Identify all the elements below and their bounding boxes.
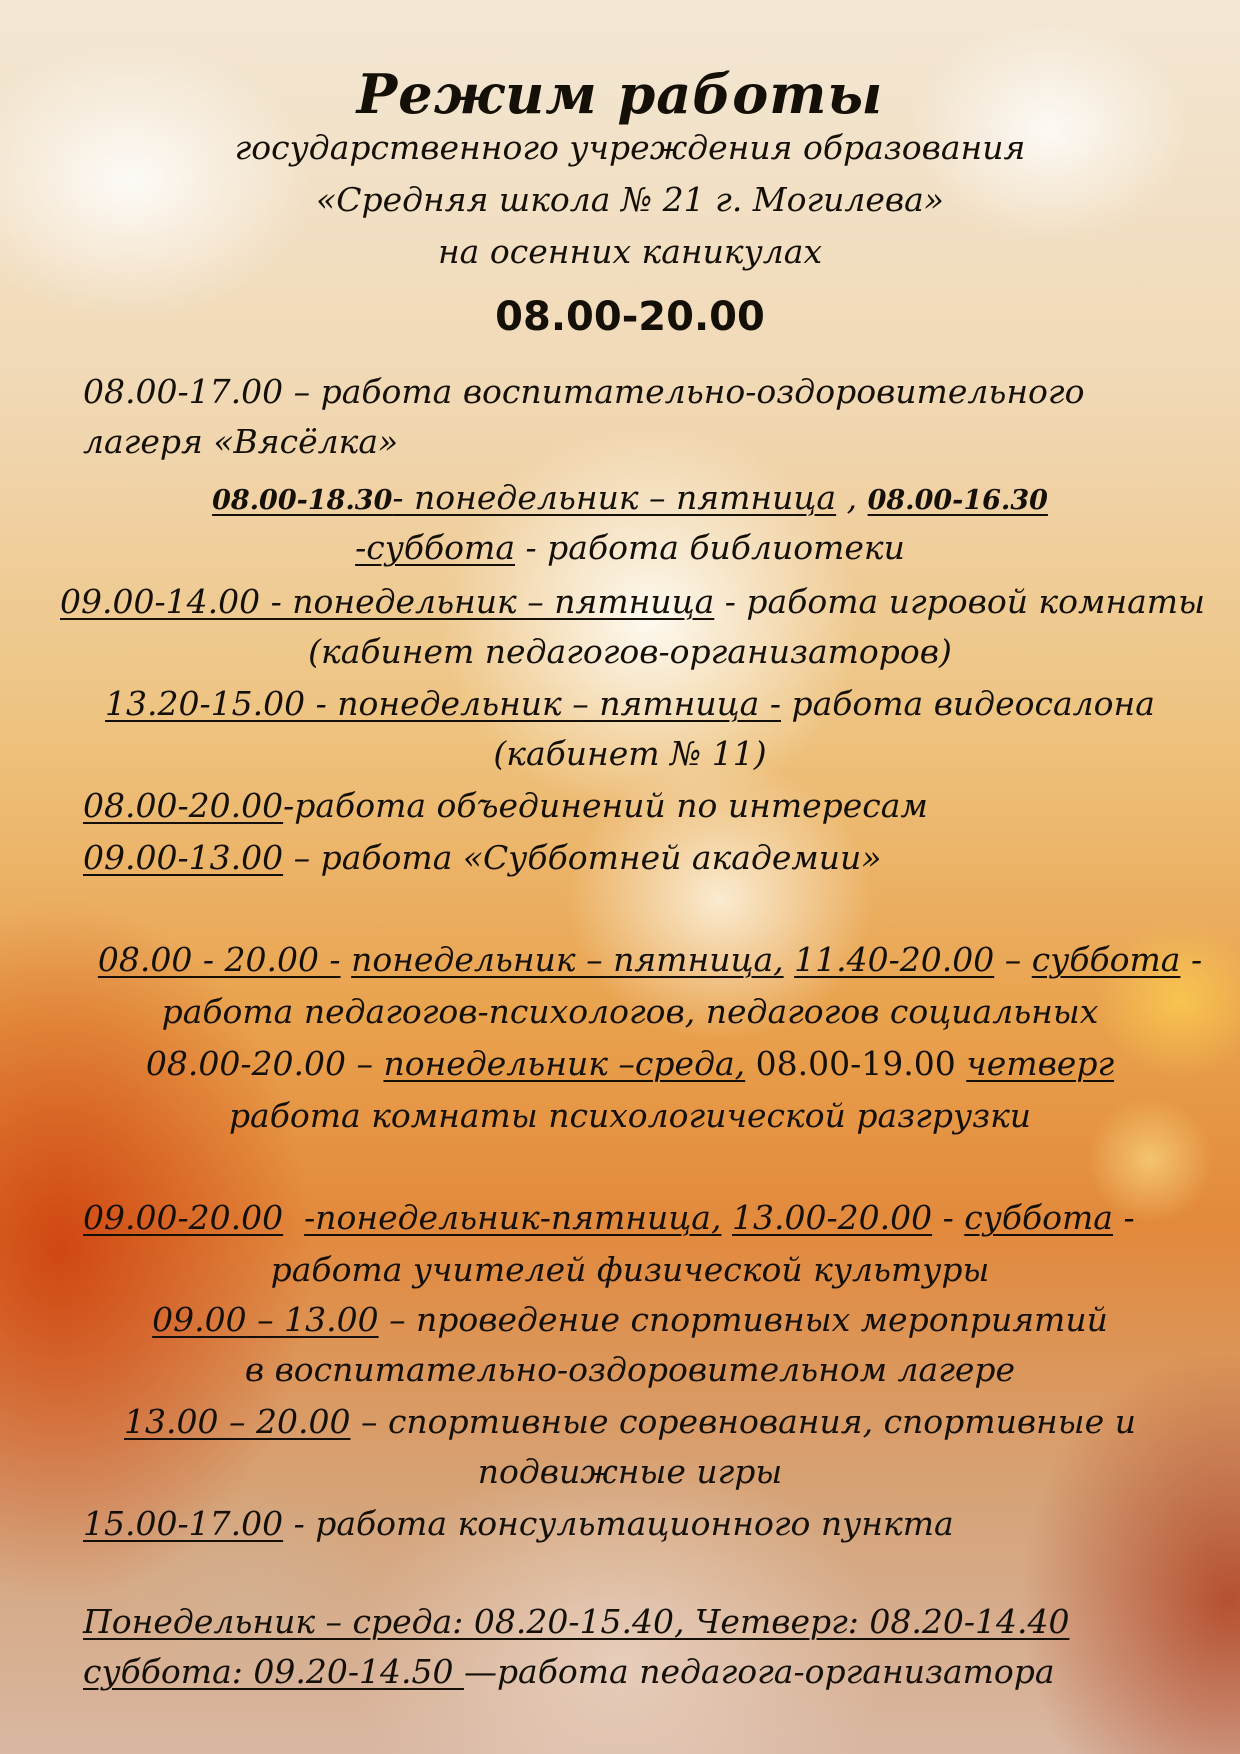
playroom-line	[60, 582, 1205, 622]
playroom-schedule: 09.00-14.00 - понедельник – пятница	[60, 582, 715, 621]
sport-events-line	[60, 1300, 1200, 1340]
library-separator: ,	[836, 478, 868, 517]
psych-text: работа педагогов-психологов, педагогов социальных	[161, 992, 1099, 1031]
psych-time-weekdays: 08.00 - 20.00 -	[97, 940, 341, 979]
academy-text: – работа «Субботней академии»	[283, 838, 882, 877]
sport-games-text: – спортивные соревнования, спортивные и	[350, 1402, 1136, 1441]
sport-days-weekdays: -понедельник-пятница,	[304, 1198, 722, 1237]
psych-dash: –	[994, 940, 1032, 979]
psych-time-saturday: 11.40-20.00	[794, 940, 995, 979]
sport-games-time: 13.00 – 20.00	[124, 1402, 351, 1441]
academy-line	[83, 838, 1223, 878]
library-days-saturday: -суббота	[355, 528, 516, 567]
consult-text: - работа консультационного пункта	[283, 1504, 954, 1543]
clubs-line	[83, 786, 1223, 826]
video-note: (кабинет № 11)	[493, 734, 767, 773]
organizer-line-1	[83, 1602, 1223, 1642]
sport-time-weekdays: 09.00-20.00	[83, 1198, 284, 1237]
sport-events-text: – проведение спортивных мероприятий	[378, 1300, 1108, 1339]
sport-text: работа учителей физической культуры	[270, 1250, 990, 1289]
intro-line-2: «Средняя школа № 21 г. Могилева»	[316, 180, 944, 219]
clubs-text: -работа объединений по интересам	[283, 786, 928, 825]
consult-time: 15.00-17.00	[83, 1504, 284, 1543]
sport-tail: -	[1112, 1198, 1135, 1237]
intro-line-3: на осенних каникулах	[437, 232, 823, 271]
organizer-days: Понедельник – среда: 08.20-15.40, Четверг: 08.20-14.40	[83, 1602, 1070, 1641]
library-line-2	[60, 528, 1200, 568]
clubs-time: 08.00-20.00	[83, 786, 284, 825]
relief-time-2: 08.00-19.00	[745, 1044, 967, 1083]
organizer-text: —работа педагога-организатора	[463, 1652, 1055, 1691]
camp-line-2: лагеря «Вясёлка»	[83, 422, 399, 461]
sport-events-text-2: в воспитательно-оздоровительном лагере	[244, 1350, 1016, 1389]
relief-days-1: понедельник –среда,	[383, 1044, 746, 1083]
psych-days-saturday: суббота	[1031, 940, 1181, 979]
sport-days-saturday: суббота	[964, 1198, 1113, 1237]
camp-line-1: 08.00-17.00 – работа воспитательно-оздоровительного	[83, 372, 1085, 411]
video-line	[60, 684, 1200, 724]
relief-days-2: четверг	[966, 1044, 1115, 1083]
academy-time: 09.00-13.00	[83, 838, 284, 877]
playroom-note: (кабинет педагогов-организаторов)	[308, 632, 952, 671]
video-schedule: 13.20-15.00 - понедельник – пятница -	[105, 684, 781, 723]
sport-games-line	[60, 1402, 1200, 1442]
main-hours: 08.00-20.00	[495, 294, 765, 340]
sport-games-text-2: подвижные игры	[477, 1452, 783, 1491]
playroom-text: - работа игровой комнаты	[714, 582, 1205, 621]
library-schedule	[60, 478, 1200, 521]
organizer-line-2	[83, 1652, 1223, 1692]
consult-line	[83, 1504, 1223, 1544]
video-text: работа видеосалона	[780, 684, 1155, 723]
sport-schedule	[83, 1198, 1223, 1238]
psych-days-weekdays: понедельник – пятница,	[351, 940, 784, 979]
sport-time-saturday: 13.00-20.00	[731, 1198, 933, 1237]
sport-events-time: 09.00 – 13.00	[152, 1300, 379, 1339]
page-title: Режим работы	[356, 62, 884, 126]
library-time-saturday: 08.00-16.30	[867, 485, 1048, 516]
intro-line-1: государственного учреждения образования	[234, 128, 1026, 167]
psych-tail: -	[1180, 940, 1203, 979]
library-text: - работа библиотеки	[515, 528, 905, 567]
organizer-saturday-time: суббота: 09.20-14.50	[83, 1652, 464, 1691]
relief-schedule	[60, 1044, 1200, 1084]
relief-text: работа комнаты психологической разгрузки	[228, 1096, 1032, 1135]
psych-schedule	[80, 940, 1220, 980]
relief-time-1: 08.00-20.00 –	[145, 1044, 384, 1083]
library-days-weekdays: - понедельник – пятница	[392, 478, 837, 517]
sport-mid: -	[932, 1198, 965, 1237]
library-time-weekdays: 08.00-18.30	[212, 485, 393, 516]
